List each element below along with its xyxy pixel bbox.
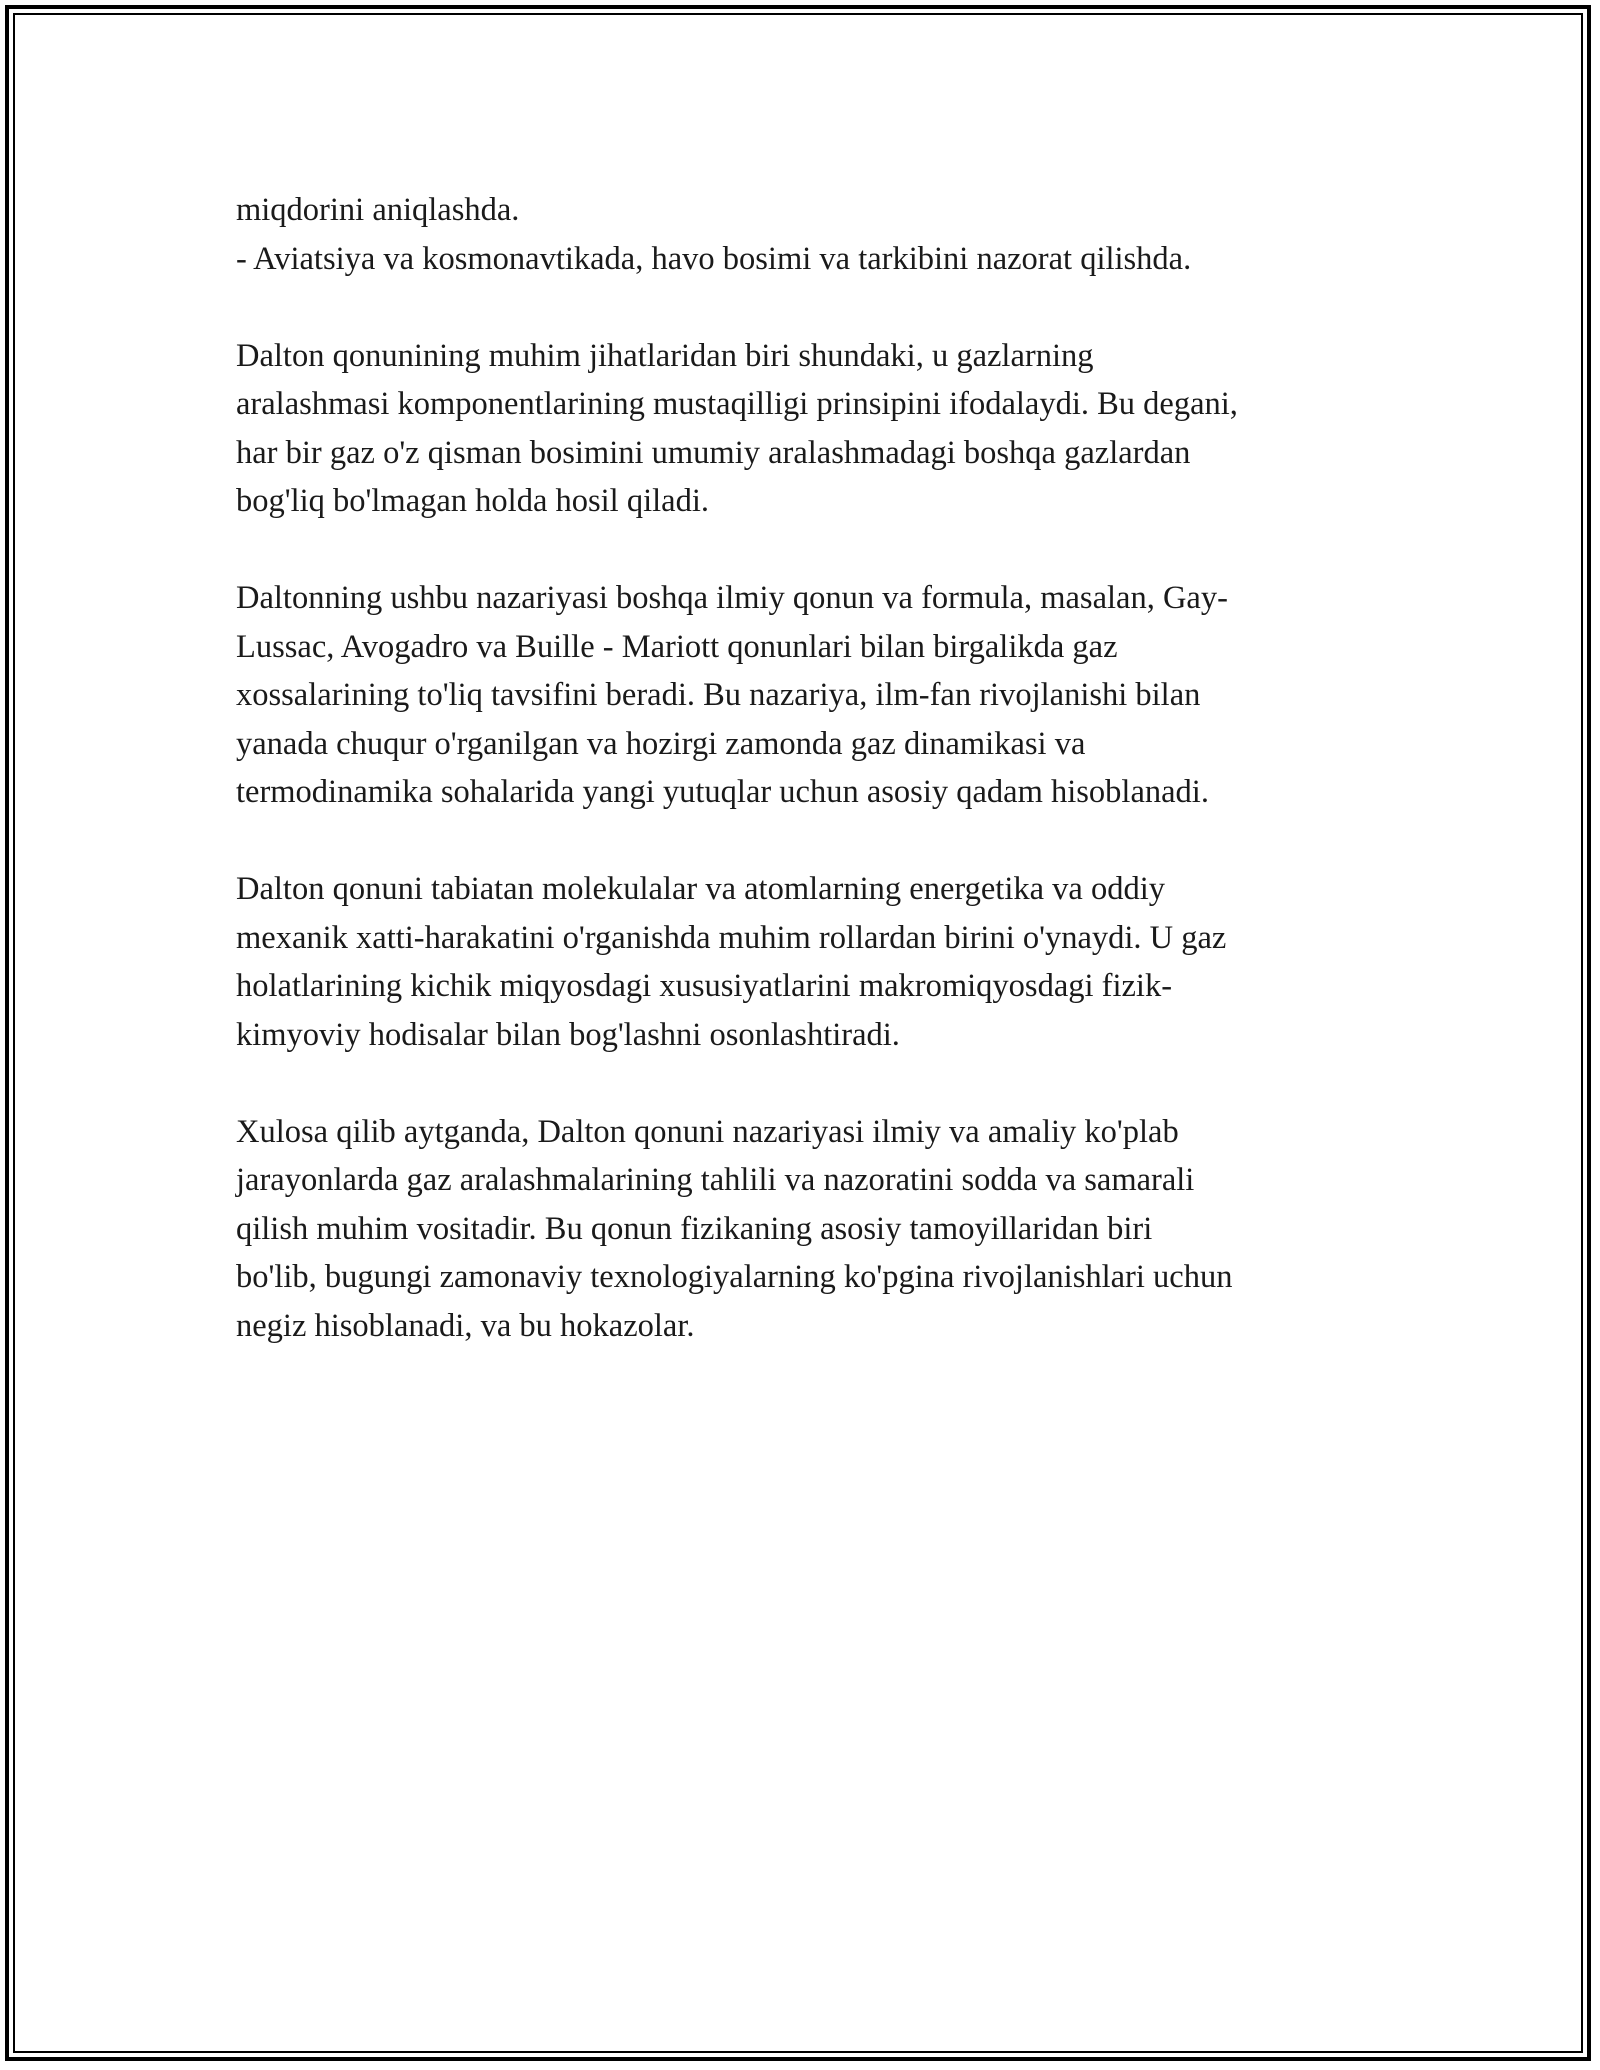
text-line: negiz hisoblanadi, va bu hokazolar. (236, 1307, 695, 1344)
text-line: Lussac, Avogadro va Buille - Mariott qonunlari bilan birgalikda gaz (236, 628, 1118, 665)
text-line: mexanik xatti-harakatini o'rganishda muhim rollardan birini o'ynaydi. U gaz (236, 919, 1227, 956)
text-line: Dalton qonuni tabiatan molekulalar va atomlarning energetika va oddiy (236, 871, 1165, 907)
text-line: holatlarining kichik miqyosdagi xususiyatlarini makromiqyosdagi fizik- (236, 968, 1173, 1004)
text-line: aralashmasi komponentlarining mustaqilligi prinsipini ifodalaydi. Bu degani, (236, 386, 1238, 422)
text-line: - Aviatsiya va kosmonavtikada, havo bosimi va tarkibini nazorat qilishda. (236, 240, 1192, 277)
text-line: xossalarining to'liq tavsifini beradi. Bu nazariya, ilm-fan rivojlanishi bilan (236, 677, 1201, 713)
text-line: har bir gaz o'z qisman bosimini umumiy aralashmadagi boshqa gazlardan (236, 434, 1191, 471)
paragraph-2 (236, 332, 1386, 526)
text-line: Daltonning ushbu nazariyasi boshqa ilmiy qonun va formula, masalan, Gay- (236, 580, 1228, 616)
text-line: kimyoviy hodisalar bilan bog'lashni osonlashtiradi. (236, 1016, 900, 1053)
text-line: qilish muhim vositadir. Bu qonun fizikaning asosiy tamoyillaridan biri (236, 1210, 1153, 1247)
text-line: Xulosa qilib aytganda, Dalton qonuni nazariyasi ilmiy va amaliy ko'plab (236, 1113, 1179, 1150)
text-line: yanada chuqur o'rganilgan va hozirgi zamonda gaz dinamikasi va (236, 725, 1086, 762)
text-line: termodinamika sohalarida yangi yutuqlar uchun asosiy qadam hisoblanadi. (236, 774, 1209, 810)
text-line: miqdorini aniqlashda. (236, 192, 520, 228)
text-line: jarayonlarda gaz aralashmalarining tahlili va nazoratini sodda va samarali (236, 1162, 1195, 1198)
text-line: Dalton qonunining muhim jihatlaridan biri shundaki, u gazlarning (236, 337, 1094, 374)
paragraph-1 (236, 186, 1386, 283)
paragraph-5 (236, 1108, 1386, 1351)
paragraph-4 (236, 865, 1386, 1059)
paragraph-3 (236, 574, 1386, 817)
text-line: bog'liq bo'lmagan holda hosil qiladi. (236, 483, 709, 519)
text-line: bo'lib, bugungi zamonaviy texnologiyalarning ko'pgina rivojlanishlari uchun (236, 1259, 1233, 1295)
document-body (236, 186, 1386, 1399)
